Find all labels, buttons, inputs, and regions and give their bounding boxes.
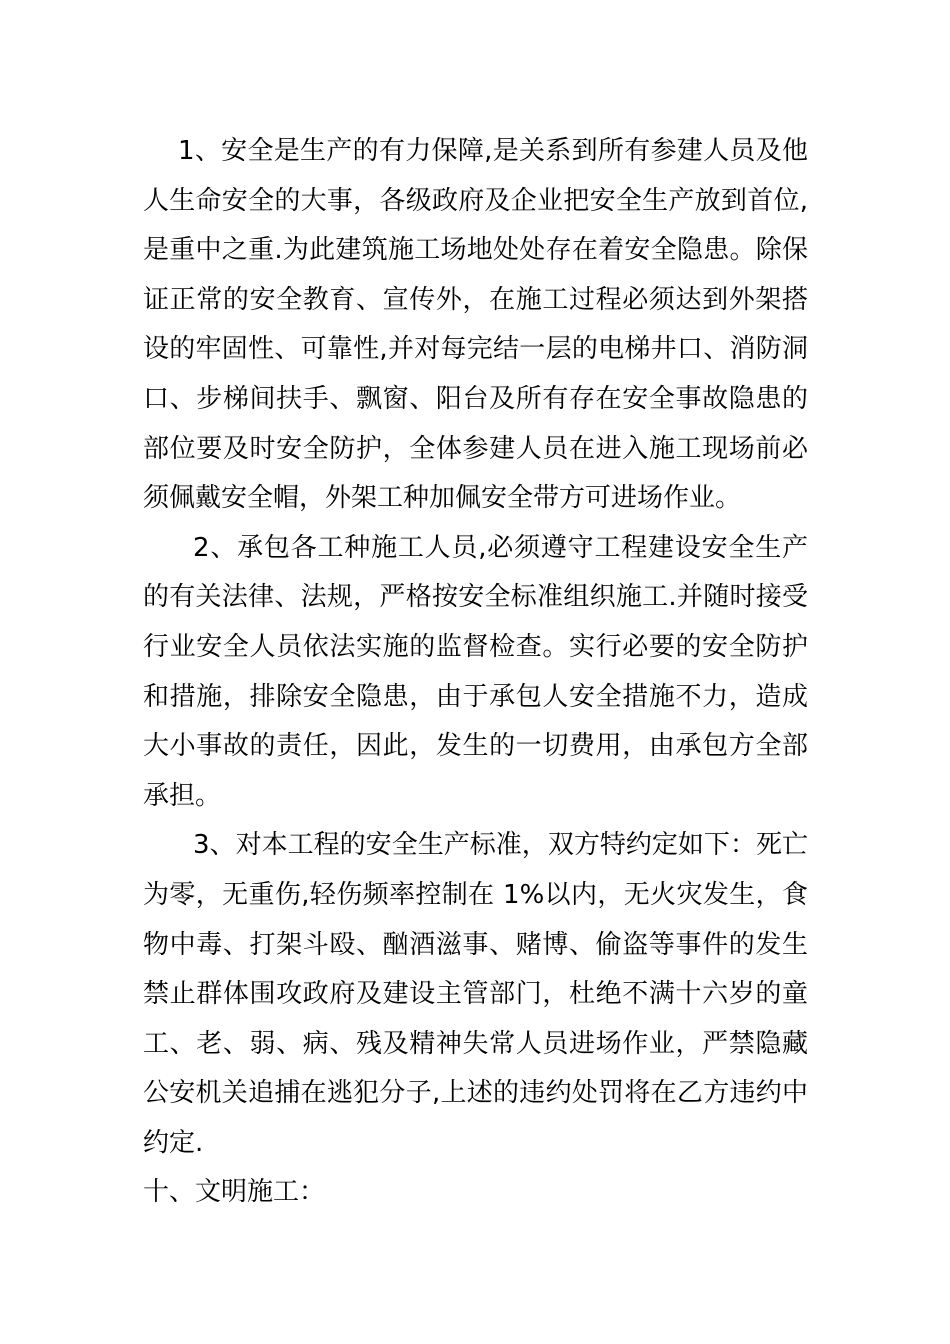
section-heading-civilized-construction: 十、文明施工： [143,1177,326,1208]
document-body [143,127,808,1218]
paragraph-safety-guarantee: 1、安全是生产的有力保障,是关系到所有参建人员及他人生命安全的大事，各级政府及企业把安全生产放到首位,是重中之重.为此建筑施工场地处处存在着安全隐患。除保证正常的安全教育、宣传外，在施工过程必须达到外架搭设的牢固性、可靠性,并对每完结一层的电梯井口、消防洞口、步梯间扶手、飘窗、阳台及所有存在安全事故隐患的部位要及时安全防护，全体参建人员在进入施工现场前必须佩戴安全帽，外架工种加佩安全带方可进场作业。 [143,136,808,514]
paragraph-safety-standards: 3、对本工程的安全生产标准，双方特约定如下：死亡为零，无重伤,轻伤频率控制在 1%以内，无火灾发生，食物中毒、打架斗殴、酗酒滋事、赌博、偷盗等事件的发生禁止群体围攻政府及建设主管部门，杜绝不满十六岁的童工、老、弱、病、残及精神失常人员进场作业，严禁隐藏公安机关追捕在逃犯分子,上述的违约处罚将在乙方违约中约定. [143,830,808,1158]
paragraph-contractor-responsibility: 2、承包各工种施工人员,必须遵守工程建设安全生产的有关法律、法规，严格按安全标准组织施工.并随时接受行业安全人员依法实施的监督检查。实行必要的安全防护和措施，排除安全隐患，由于承包人安全措施不力，造成大小事故的责任，因此，发生的一切费用，由承包方全部承担。 [143,532,808,811]
